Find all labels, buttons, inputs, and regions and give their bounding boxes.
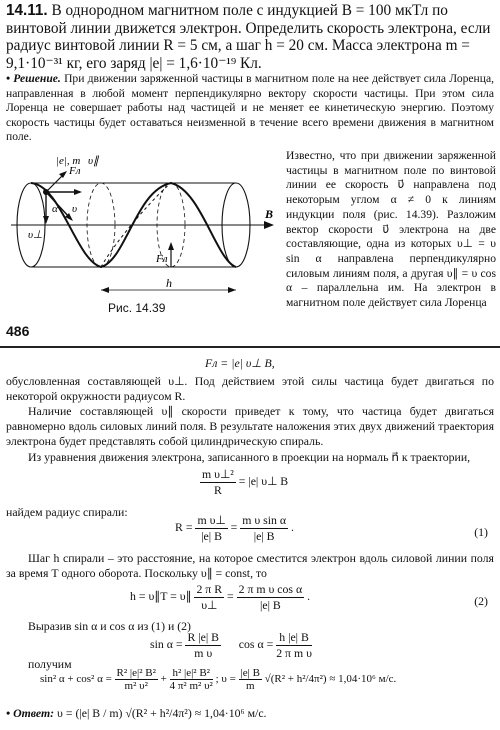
eq4-frac1-num: R² |e|² B² [116, 667, 156, 679]
paragraph-5: Шаг h спирали – это расстояние, на которое сместится электрон вдоль силовой линии поля за время T одного оборота. Поскольку υ∥ = const, то [6, 551, 494, 580]
equation-2-number: (2) [474, 594, 488, 608]
figure-label-lorentz-bottom: Fл [156, 253, 168, 265]
helix-figure [6, 150, 281, 300]
eq3-sin-lhs: sin α = [150, 637, 183, 652]
eq1-frac1-den: |e| B [201, 529, 222, 543]
equation-1-number: (1) [474, 525, 488, 539]
problem-text: В однородном магнитном поле с индукцией B = 100 мкТл по винтовой линии движется электрон. Определить скорость электрона, если радиус винтовой линии R = 5 см, а шаг h = 20 см. Масса электрона m = 9,1·10⁻³¹ кг, его заряд |e| = 1,6·10⁻¹⁹ Кл. [6, 2, 491, 72]
figure-label-lorentz-top: Fл [69, 165, 81, 177]
figure-label-charge: |e|, m [56, 155, 81, 167]
eq3-cos-lhs: cos α = [238, 637, 274, 652]
eq2-end: . [307, 589, 311, 604]
eq2-frac2-den: |e| B [260, 598, 281, 612]
paragraph-3: Из уравнения движения электрона, записанного в проекции на нормаль n⃗ к траектории, [28, 450, 471, 464]
solution-text: При движении заряженной частицы в магнитном поле на нее действует сила Лоренца, направленная в любой момент перпендикулярно вектору скорости частицы. При этом сила Лоренца не совершает работы над частицей и не меняет ее кинетическую энергию. Поэтому скорость частицы будет оставаться неизменной в течение всего времени движения в магнитном поле. [6, 72, 495, 144]
solution-label: • Решение. [6, 72, 61, 85]
equation-3 [150, 630, 312, 661]
figure-label-v-perp: υ⊥ [28, 229, 43, 241]
figure-label-h: h [166, 276, 172, 290]
eq-motion-rhs: = |e| υ⊥ B [238, 474, 289, 489]
paragraph-7: получим [28, 657, 72, 671]
answer-label: • Ответ: [6, 706, 55, 720]
eq1-mid: = [230, 520, 238, 535]
eq3-sin-den: m υ [194, 646, 213, 660]
page-top [0, 0, 500, 348]
page-bottom [0, 350, 500, 730]
equation-1 [175, 513, 294, 544]
eq2-mid: = [227, 589, 234, 604]
eq2-frac2-num: 2 π m υ cos α [238, 582, 303, 596]
problem-number: 14.11. [6, 2, 48, 19]
eq1-frac1-num: m υ⊥ [197, 513, 226, 527]
equation-lorentz-force: Fл = |e| υ⊥ B, [205, 356, 275, 370]
eq4-frac1-den: m² υ² [124, 680, 148, 692]
eq3-sin-num: R |e| B [187, 630, 220, 644]
eq3-cos-den: 2 π m υ [276, 646, 312, 660]
eq1-lhs: R = [175, 520, 193, 535]
eq4-plus: + [160, 673, 167, 686]
paragraph-1: обусловленная составляющей υ⊥. Под действием этой силы частица будет двигаться по некоторой окружности радиусом R. [6, 374, 494, 403]
eq-motion-num: m υ⊥² [202, 467, 234, 481]
answer-line [6, 706, 267, 721]
answer-text: υ = (|e| B / m) √(R² + h²/4π²) ≈ 1,04·10⁶ м/с. [57, 706, 267, 720]
eq4-frac2-den: 4 π² m² υ² [169, 680, 213, 692]
page-number: 486 [6, 323, 30, 339]
solution-intro [6, 72, 494, 145]
eq1-end: . [291, 520, 294, 535]
figure-label-alpha: α [52, 203, 58, 215]
eq2-frac1-den: υ⊥ [201, 598, 218, 612]
eq4-frac3-den: m [245, 680, 255, 692]
paragraph-4: найдем радиус спирали: [6, 505, 128, 519]
eq4-frac2-num: h² |e|² B² [170, 667, 213, 680]
eq2-lhs: h = υ∥T = υ∥ [130, 589, 192, 604]
eq1-frac2-num: m υ sin α [242, 513, 287, 527]
figure-label-v-parallel: υ∥ [88, 155, 99, 167]
eq4-mid: ; υ = [215, 673, 236, 686]
equation-4 [40, 667, 396, 692]
figure-label-b: B [265, 207, 274, 221]
eq4-result: ≈ 1,04·10⁶ м/с. [329, 673, 397, 686]
right-column-text: Известно, что при движении заряженной частицы в магнитном поле по винтовой линии ее скорость υ⃗ направлена под некоторым углом α ≠ 0 к линиям индукции поля (рис. 14.39). Разложим вектор скорости υ⃗ электрона на две составляющие, одна из которых υ⊥ = υ sin α направлена перпендикулярно силовым линиям поля, а другая υ∥ = υ cos α – параллельна им. На электрон в магнитном поле действует сила Лоренца [286, 149, 496, 310]
equation-motion [200, 467, 288, 498]
eq3-cos-num: h |e| B [276, 630, 312, 646]
eq-motion-den: R [213, 483, 222, 497]
figure-label-v: υ [72, 203, 78, 215]
problem-statement [6, 2, 494, 72]
eq2-frac1-num: 2 π R [196, 582, 223, 596]
eq4-root: √(R² + h²/4π²) [264, 673, 327, 686]
paragraph-6: Выразив sin α и cos α из (1) и (2) [28, 619, 191, 633]
equation-2 [130, 582, 310, 613]
paragraph-2: Наличие составляющей υ∥ скорости приведет к тому, что частица будет двигаться равномерно вдоль силовых линий поля. В результате наложения этих двух движений траектория электрона будет представлять собой цилиндрическую спираль. [6, 404, 494, 448]
eq1-frac2-den: |e| B [253, 529, 275, 543]
figure-caption: Рис. 14.39 [108, 301, 166, 315]
eq4-lhs: sin² α + cos² α = [40, 673, 112, 686]
eq4-frac3-num: |e| B [240, 667, 260, 679]
